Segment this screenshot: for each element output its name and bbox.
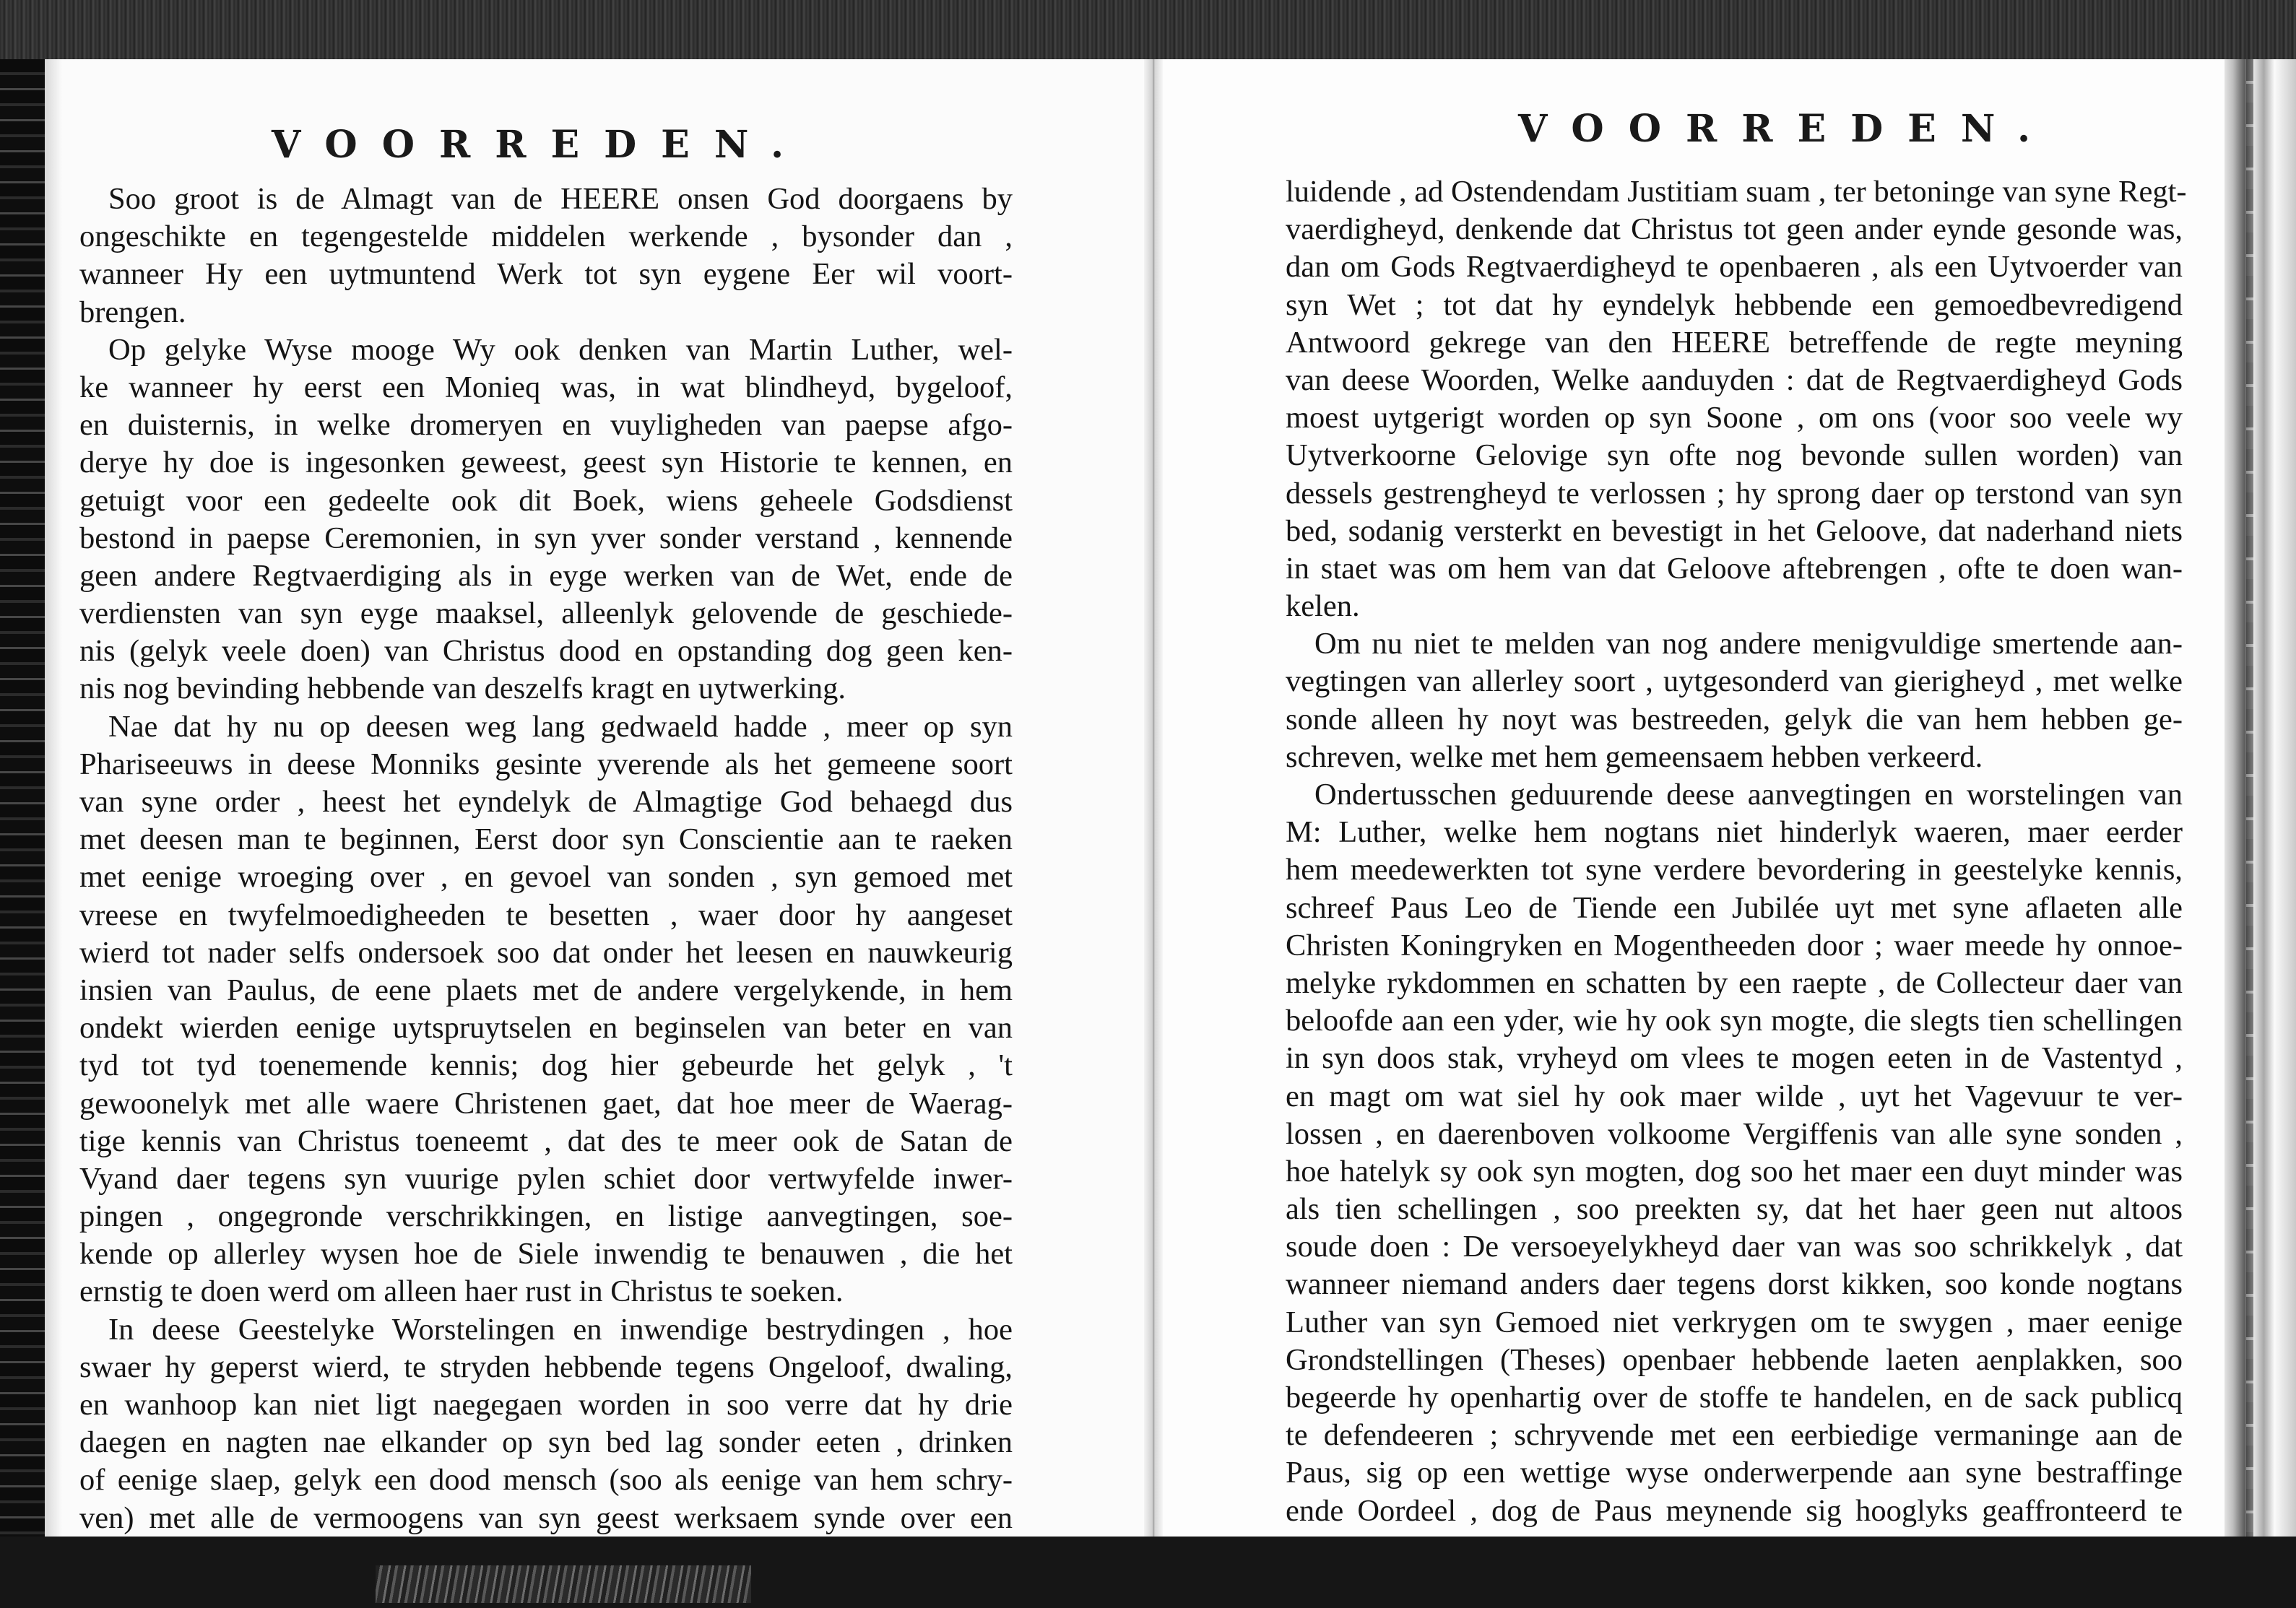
text-line: wierd tot nader selfs ondersoek soo dat onder het leesen en nauwkeurig — [79, 935, 1013, 970]
text-line: tyd tot tyd toenemende kennis; dog hier gebeurde het gelyk , 't — [79, 1048, 1013, 1083]
text-line: in syn doos stak, vryheyd om vlees te mogen eeten in de Vastentyd , — [1286, 1041, 2183, 1076]
text-line: ondekt wierden eenige uytspruytselen en beginselen van beter en van — [79, 1011, 1013, 1046]
text-line: pingen , ongegronde verschrikkingen, en listige aanvegtingen, soe- — [79, 1199, 1013, 1234]
text-line: van deese Woorden, Welke aanduyden : dat de Regtvaerdigheyd Gods — [1286, 362, 2183, 397]
left-page-text — [79, 181, 1013, 1608]
text-line: wanneer niemand anders daer tegens dorst kikken, soo konde nogtans — [1286, 1267, 2183, 1302]
text-line: en magt om wat siel hy ook maer wilde , uyt het Vagevuur te ver- — [1286, 1079, 2183, 1113]
right-page-text — [1286, 173, 2187, 1605]
scan-right-border — [2224, 59, 2296, 1537]
text-line: swaer hy geperst wierd, te stryden hebbende tegens Ongeloof, dwaling, — [79, 1350, 1013, 1384]
text-line: vaerdigheyd, denkende dat Christus tot geen ander eynde gesonde was, — [1286, 212, 2183, 247]
text-line: luidende , ad Ostendendam Justitiam suam , ter betoninge van syne Regt- — [1286, 175, 2187, 209]
text-line: of eenige slaep, gelyk een dood mensch (soo als eenige van hem schry- — [79, 1463, 1013, 1498]
text-line: Ondertusschen geduurende deese aanvegtingen en worstelingen van — [1314, 778, 2183, 812]
text-line: schreven, welke met hem gemeensaem hebben verkeerd. — [1286, 739, 1983, 774]
left-page — [45, 59, 1144, 1537]
text-line: met eenige wroeging over , en gevoel van sonden , syn gemoed met — [79, 860, 1013, 895]
text-line: brengen. — [79, 295, 186, 329]
text-line: Paus, sig op een wettige wyse onderwerpende aan syne bestraffinge — [1286, 1456, 2183, 1490]
text-line: M: Luther, welke hem nogtans niet hinderlyk waeren, maer eerder — [1286, 815, 2183, 850]
right-page — [1163, 59, 2224, 1537]
text-line: Soo groot is de Almagt van de HEERE onsen God doorgaens by — [108, 182, 1013, 216]
text-line: wanneer Hy een uytmuntend Werk tot syn eygene Eer wil voort- — [79, 257, 1013, 292]
text-line: ernstig te doen werd om alleen haer rust in Christus te soeken. — [79, 1274, 844, 1309]
text-line: Uytverkoorne Gelovige syn ofte nog bevonde sullen worden) van — [1286, 438, 2183, 473]
scan-top-border — [0, 0, 2296, 59]
text-line: Op gelyke Wyse mooge Wy ook denken van Martin Luther, wel- — [108, 332, 1013, 367]
text-line: met deesen man te beginnen, Eerst door syn Conscientie aan te raeken — [79, 822, 1013, 857]
text-line: ke wanneer hy eerst een Monieq was, in wat blindheyd, bygeloof, — [79, 370, 1013, 404]
text-line: in staet was om hem van dat Geloove aftebrengen , ofte te doen wan- — [1286, 551, 2183, 586]
text-line: Om nu niet te melden van nog andere menigvuldige smertende aan- — [1314, 627, 2183, 661]
text-line: als tien schellingen , soo preekten sy, dat het haer geen nut altoos — [1286, 1192, 2183, 1227]
text-line: verdiensten van syn eyge maaksel, alleenlyk gelovende de geschiede- — [79, 596, 1013, 631]
text-line: vreese en twyfelmoedigheeden te besetten , waer door hy aangeset — [79, 898, 1013, 932]
text-line: dan om Gods Regtvaerdigheyd te openbaeren , als een Uytvoerder van — [1286, 250, 2183, 284]
text-line: kende op allerley wysen hoe de Siele inwendig te benauwen , die het — [79, 1237, 1013, 1272]
text-line: In deese Geestelyke Worstelingen en inwendige bestrydingen , hoe — [108, 1312, 1013, 1347]
text-line: moest uytgerigt worden op syn Soone , om ons (voor soo veele wy — [1286, 401, 2183, 435]
text-line: en wanhoop kan niet ligt naegegaen worden in soo verre dat hy drie — [79, 1388, 1013, 1422]
text-line: Nae dat hy nu op deesen weg lang gedwaeld hadde , meer op syn — [108, 709, 1013, 744]
text-line: syn Wet ; tot dat hy eyndelyk hebbende een gemoedbevredigend — [1286, 287, 2183, 322]
text-line: lossen , en daerenboven volkoome Vergiffenis van alle syne sonden , — [1286, 1116, 2183, 1151]
text-line: Grondstellingen (Theses) openbaer hebbende laeten aenplakken, soo — [1286, 1342, 2183, 1377]
text-line: tige kennis van Christus toeneemt , dat des te meer ook de Satan de — [79, 1124, 1013, 1158]
scan-bottom-border — [0, 1537, 2296, 1608]
text-line: begeerde hy openhartig over de stoffe te handelen, en de sack publicq — [1286, 1381, 2183, 1414]
text-line: derye hy doe is ingesonken geweest, geest syn Historie te kennen, en — [79, 446, 1013, 480]
text-line: Luther van syn Gemoed niet verkrygen om te swygen , maer eenige — [1286, 1305, 2183, 1339]
text-line: Vyand daer tegens syn vuurige pylen schiet door vertwyfelde inwer- — [79, 1161, 1013, 1196]
text-line: kelen. — [1286, 589, 1360, 624]
text-line: melyke rykdommen en schatten by een raepte , de Collecteur daer van — [1286, 965, 2183, 1000]
text-line: ongeschikte en tegengestelde middelen werkende , bysonder dan , — [79, 220, 1013, 254]
text-line: hem meedewerkten tot syne verdere bevordering in geestelyke kennis, — [1286, 853, 2183, 887]
text-line: van syne order , heest het eyndelyk de Almagtige God behaegd dus — [79, 785, 1013, 819]
text-line: Phariseeuws in deese Monniks gesinte yverende als het gemeene soort — [79, 747, 1013, 781]
text-line: Christen Koningryken en Mogentheeden door ; waer meede hy onnoe- — [1286, 928, 2183, 962]
text-line: te defendeeren ; schryvende met een eerbiedige vermaninge aan de — [1286, 1418, 2183, 1453]
text-line: insien van Paulus, de eene plaets met de andere vergelykende, in hem — [79, 973, 1013, 1007]
right-page-heading: VOORREDEN. — [1518, 107, 2055, 151]
scan-left-border — [0, 59, 45, 1537]
scan-smear — [376, 1565, 751, 1603]
text-line: sonde alleen hy noyt was bestreeden, gelyk die van hem hebben ge- — [1286, 702, 2183, 736]
text-line: dessels gestrengheyd te verlossen ; hy sprong daer op terstond van syn — [1286, 476, 2183, 510]
left-page-heading: VOORREDEN. — [272, 123, 809, 167]
text-line: daegen en nagten nae elkander op syn bed lag sonder eeten , drinken — [79, 1425, 1013, 1460]
text-line: ven) met alle de vermoogens van syn geest werksaem synde over een — [79, 1500, 1013, 1535]
book-gutter — [1144, 59, 1163, 1537]
text-line: gewoonelyk met alle waere Christenen gaet, dat hoe meer de Waerag- — [79, 1086, 1013, 1121]
text-line: bed, sodanig versterkt en bevestigt in het Geloove, dat naderhand niets — [1286, 513, 2183, 548]
text-line: schreef Paus Leo de Tiende een Jubilée uyt met syne aflaeten alle — [1286, 890, 2183, 925]
text-line: bestond in paepse Ceremonien, in syn yver sonder verstand , kennende — [79, 521, 1013, 555]
text-line: soude doen : De versoeyelykheyd daer van was soo schrikkelyk , dat — [1286, 1230, 2183, 1264]
text-line: geen andere Regtvaerdiging als in eyge werken van de Wet, ende de — [79, 558, 1013, 593]
text-line: vegtingen van allerley soort , uytgesonderd van gierigheyd , met welke — [1286, 664, 2183, 699]
text-line: hoe hatelyk sy ook syn mogten, dog soo het maer een duyt minder was — [1286, 1154, 2183, 1188]
text-line: Antwoord gekrege van den HEERE betreffende de regte meyning — [1286, 325, 2183, 360]
text-line: nis nog bevinding hebbende van deszelfs kragt en uytwerking. — [79, 672, 846, 706]
text-line: getuigt voor een gedeelte ook dit Boek, wiens geheele Godsdienst — [79, 483, 1013, 518]
text-line: beloofde aan een yder, wie hy ook syn mogte, die slegts tien schellingen — [1286, 1004, 2183, 1038]
text-line: ende Oordeel , dog de Paus meynende sig hooglyks geaffronteerd te — [1286, 1493, 2183, 1528]
text-line: en duisternis, in welke dromeryen en vuyligheden van paepse afgo- — [79, 408, 1013, 443]
text-line: nis (gelyk veele doen) van Christus dood en opstanding dog geen ken- — [79, 634, 1013, 669]
